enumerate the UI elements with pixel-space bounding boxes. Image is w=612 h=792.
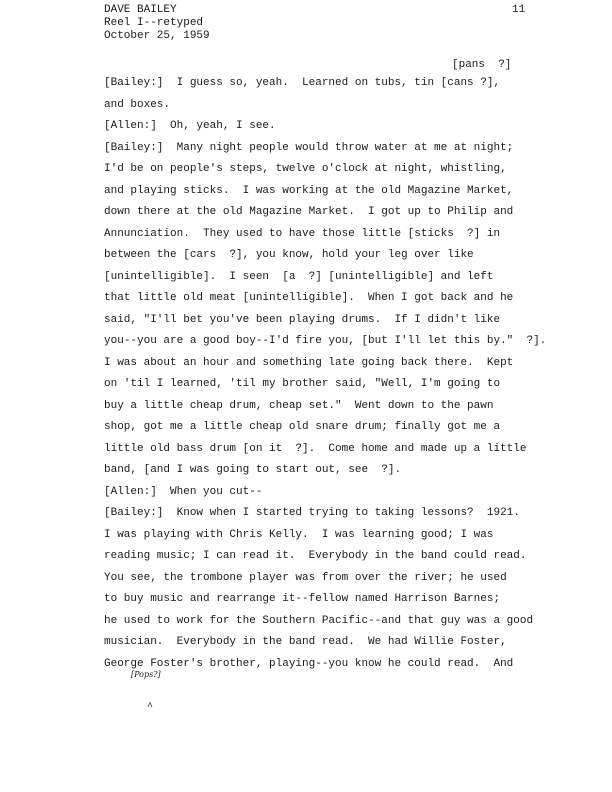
transcript-line: musician. Everybody in the band read. We had Willie Foster, [104,636,507,648]
transcript-body [104,73,604,675]
transcript-line: [Bailey:] I guess so, yeah. Learned on tubs, tin [cans ?], [104,77,501,89]
transcript-line: Annunciation. They used to have those little [sticks ?] in [104,227,501,240]
transcript-line: he used to work for the Southern Pacific--and that guy was a good [104,614,534,627]
transcript-line: between the [cars ?], you know, hold your leg over like [104,249,474,261]
transcript-line: on 'til I learned, 'til my brother said, "Well, I'm going to [104,378,501,390]
transcript-line: buy a little cheap drum, cheap set." Went down to the pawn [104,399,494,412]
transcript-line: little old bass drum [on it ?]. Come home and made up a little [104,442,527,455]
header-date: October 25, 1959 [104,30,210,42]
transcript-line: [Bailey:] Many night people would throw water at me at night; [104,141,514,154]
transcript-line: shop, got me a little cheap old snare drum; finally got me a [104,421,501,433]
transcript-line: reading music; I can read it. Everybody in the band could read. [104,550,527,562]
transcript-line: I'd be on people's steps, twelve o'clock at night, whistling, [104,163,507,175]
transcript-line: to buy music and rearrange it--fellow named Harrison Barnes; [104,593,501,605]
transcript-line: [Bailey:] Know when I started trying to taking lessons? 1921. [104,507,520,519]
transcript-line: [Allen:] When you cut-- [104,485,263,498]
page-number: 11 [512,4,526,16]
transcript-line: I was about an hour and something late going back there. Kept [104,356,514,369]
transcript-line: down there at the old Magazine Market. I got up to Philip and [104,206,514,218]
transcript-line: You see, the trombone player was from over the river; he used [104,571,507,584]
transcript-line: band, [and I was going to start out, see ?]. [104,464,402,476]
transcript-line: and boxes. [104,98,171,111]
transcript-line: George Foster's brother, playing--you know he could read. And [104,657,514,670]
transcript-line: [Allen:] Oh, yeah, I see. [104,120,276,132]
transcript-line: I was playing with Chris Kelly. I was learning good; I was [104,528,494,541]
transcript-line: that little old meat [unintelligible]. When I got back and he [104,292,514,304]
correction-note: [pans ?] [452,59,512,71]
page-header [104,4,210,43]
transcript-line: [unintelligible]. I seen [a ?] [unintelligible] and left [104,270,494,283]
header-name: DAVE BAILEY [104,4,177,16]
transcript-line: you--you are a good boy--I'd fire you, [but I'll let this by." ?]. [104,335,547,347]
insert-caret: ^ [147,702,154,713]
handwritten-insert: [Pops?] [131,670,161,679]
transcript-line: said, "I'll bet you've been playing drums. If I didn't like [104,313,501,326]
transcript-line: and playing sticks. I was working at the old Magazine Market, [104,184,514,197]
header-reel: Reel I--retyped [104,17,204,29]
